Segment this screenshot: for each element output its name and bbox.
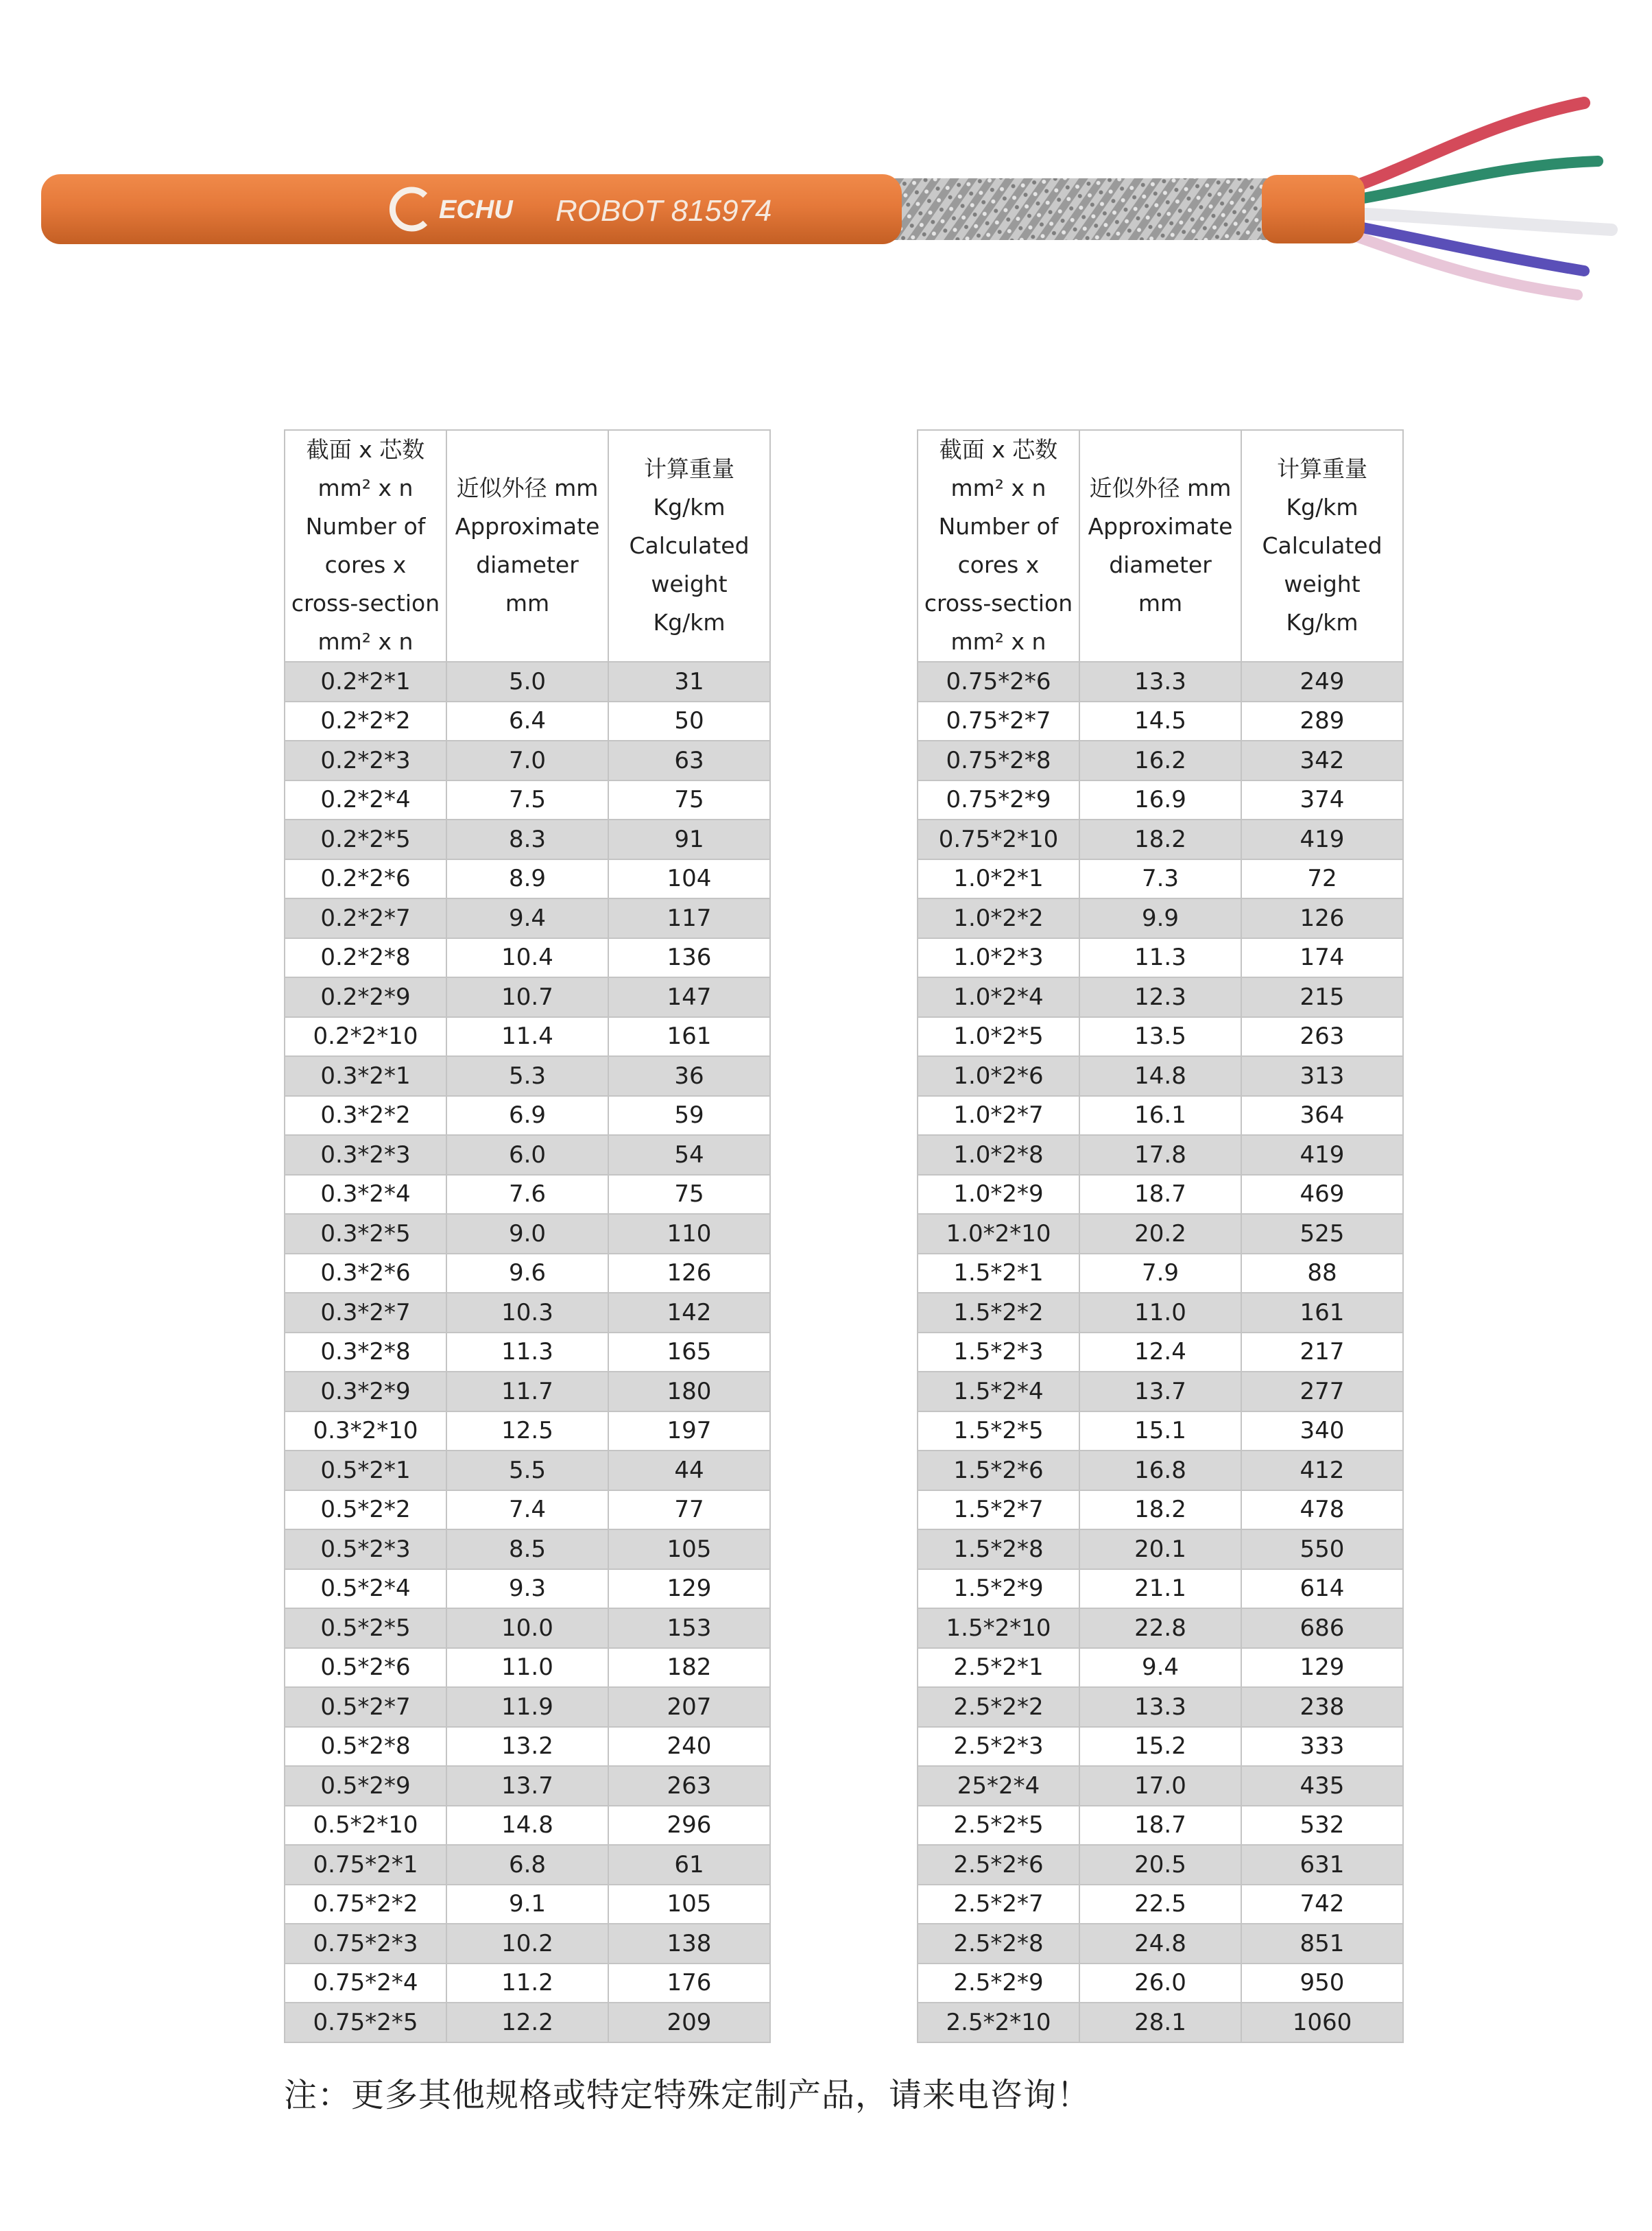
table-row — [285, 938, 770, 978]
cell-section: 2.5*2*1 — [918, 1648, 1079, 1688]
table-row — [285, 741, 770, 780]
cable-shield — [891, 178, 1276, 240]
cell-weight: 340 — [1241, 1411, 1403, 1451]
cell-weight: 419 — [1241, 820, 1403, 859]
cell-weight: 117 — [608, 898, 770, 938]
header-diameter: 近似外径 mm Approximate diameter mm — [1079, 430, 1241, 662]
table-row — [918, 2003, 1403, 2042]
cell-section: 0.5*2*1 — [285, 1451, 446, 1490]
cell-section: 0.3*2*7 — [285, 1293, 446, 1333]
cell-section: 0.2*2*1 — [285, 662, 446, 702]
cell-diameter: 13.2 — [446, 1727, 608, 1767]
cell-section: 0.3*2*2 — [285, 1096, 446, 1136]
cell-diameter: 12.3 — [1079, 977, 1241, 1017]
table-row — [918, 1608, 1403, 1648]
cell-weight: 129 — [1241, 1648, 1403, 1688]
cell-weight: 342 — [1241, 741, 1403, 780]
cell-diameter: 17.8 — [1079, 1135, 1241, 1175]
table-row — [918, 662, 1403, 702]
header-diameter: 近似外径 mm Approximate diameter mm — [446, 430, 608, 662]
cell-weight: 105 — [608, 1885, 770, 1924]
cell-diameter: 7.4 — [446, 1490, 608, 1530]
cell-weight: 50 — [608, 702, 770, 741]
cell-diameter: 10.3 — [446, 1293, 608, 1333]
cell-weight: 63 — [608, 741, 770, 780]
cell-diameter: 17.0 — [1079, 1766, 1241, 1806]
table-row — [285, 1924, 770, 1964]
cell-section: 0.3*2*8 — [285, 1333, 446, 1372]
cell-diameter: 6.8 — [446, 1845, 608, 1885]
cell-diameter: 9.0 — [446, 1214, 608, 1254]
cell-section: 2.5*2*6 — [918, 1845, 1079, 1885]
cell-diameter: 11.3 — [1079, 938, 1241, 978]
table-row — [285, 1254, 770, 1293]
table-row — [285, 1766, 770, 1806]
header-weight: 计算重量 Kg/km Calculated weight Kg/km — [608, 430, 770, 662]
cell-section: 0.5*2*3 — [285, 1529, 446, 1569]
table-row — [918, 898, 1403, 938]
cell-weight: 217 — [1241, 1333, 1403, 1372]
table-row — [918, 1451, 1403, 1490]
cell-section: 0.5*2*6 — [285, 1648, 446, 1688]
table-row — [285, 1964, 770, 2003]
cell-diameter: 11.0 — [1079, 1293, 1241, 1333]
cell-diameter: 9.4 — [1079, 1648, 1241, 1688]
cell-weight: 333 — [1241, 1727, 1403, 1767]
cell-diameter: 18.2 — [1079, 1490, 1241, 1530]
cell-section: 1.5*2*2 — [918, 1293, 1079, 1333]
header-section: 截面 x 芯数 mm² x n Number of cores x cross-section mm² x n — [918, 430, 1079, 662]
cell-diameter: 7.9 — [1079, 1254, 1241, 1293]
cell-section: 0.2*2*8 — [285, 938, 446, 978]
table-row — [918, 1766, 1403, 1806]
cell-diameter: 20.1 — [1079, 1529, 1241, 1569]
cell-section: 0.2*2*10 — [285, 1017, 446, 1057]
cell-diameter: 16.8 — [1079, 1451, 1241, 1490]
cell-section: 2.5*2*9 — [918, 1964, 1079, 2003]
cell-diameter: 7.5 — [446, 780, 608, 820]
table-row — [285, 1806, 770, 1846]
table-row — [285, 820, 770, 859]
cell-weight: 31 — [608, 662, 770, 702]
cell-diameter: 18.2 — [1079, 820, 1241, 859]
cell-section: 1.5*2*5 — [918, 1411, 1079, 1451]
cell-section: 0.75*2*3 — [285, 1924, 446, 1964]
cell-section: 0.5*2*8 — [285, 1727, 446, 1767]
table-row — [918, 1056, 1403, 1096]
table-row — [918, 1017, 1403, 1057]
footnote: 注：更多其他规格或特定特殊定制产品，请来电咨询！ — [284, 2076, 1091, 2114]
cell-weight: 136 — [608, 938, 770, 978]
cell-weight: 851 — [1241, 1924, 1403, 1964]
cell-weight: 263 — [608, 1766, 770, 1806]
cell-section: 0.75*2*10 — [918, 820, 1079, 859]
table-row — [285, 1333, 770, 1372]
cell-weight: 249 — [1241, 662, 1403, 702]
table-row — [285, 1017, 770, 1057]
cell-weight: 104 — [608, 859, 770, 899]
table-row — [285, 1885, 770, 1924]
table-row — [285, 1411, 770, 1451]
cell-section: 1.5*2*4 — [918, 1372, 1079, 1411]
cell-weight: 207 — [608, 1687, 770, 1727]
table-row — [918, 1214, 1403, 1254]
cell-section: 1.0*2*7 — [918, 1096, 1079, 1136]
cell-weight: 419 — [1241, 1135, 1403, 1175]
cell-diameter: 10.7 — [446, 977, 608, 1017]
cell-section: 1.5*2*10 — [918, 1608, 1079, 1648]
table-row — [918, 1687, 1403, 1727]
table-row — [285, 662, 770, 702]
cell-weight: 54 — [608, 1135, 770, 1175]
cell-diameter: 10.0 — [446, 1608, 608, 1648]
table-row — [918, 938, 1403, 978]
cell-weight: 1060 — [1241, 2003, 1403, 2042]
cell-section: 0.2*2*2 — [285, 702, 446, 741]
cell-weight: 105 — [608, 1529, 770, 1569]
cell-section: 0.3*2*5 — [285, 1214, 446, 1254]
cell-diameter: 6.9 — [446, 1096, 608, 1136]
cell-section: 0.2*2*9 — [285, 977, 446, 1017]
table-row — [285, 702, 770, 741]
cell-section: 0.75*2*8 — [918, 741, 1079, 780]
cell-section: 2.5*2*7 — [918, 1885, 1079, 1924]
cell-section: 1.0*2*2 — [918, 898, 1079, 938]
table-row — [285, 1845, 770, 1885]
cell-section: 1.5*2*7 — [918, 1490, 1079, 1530]
table-row — [918, 1648, 1403, 1688]
cell-section: 1.0*2*4 — [918, 977, 1079, 1017]
cell-weight: 435 — [1241, 1766, 1403, 1806]
cell-diameter: 5.3 — [446, 1056, 608, 1096]
cell-section: 25*2*4 — [918, 1766, 1079, 1806]
cable-jacket-end — [1262, 175, 1365, 243]
table-row — [285, 898, 770, 938]
cell-diameter: 7.3 — [1079, 859, 1241, 899]
table-row — [918, 1293, 1403, 1333]
cell-weight: 525 — [1241, 1214, 1403, 1254]
cell-weight: 165 — [608, 1333, 770, 1372]
cell-weight: 686 — [1241, 1608, 1403, 1648]
table-row — [918, 1964, 1403, 2003]
cell-diameter: 9.3 — [446, 1569, 608, 1609]
cell-section: 0.75*2*2 — [285, 1885, 446, 1924]
cell-section: 1.5*2*1 — [918, 1254, 1079, 1293]
table-row — [918, 1372, 1403, 1411]
cell-diameter: 22.5 — [1079, 1885, 1241, 1924]
cell-weight: 142 — [608, 1293, 770, 1333]
table-row — [918, 1845, 1403, 1885]
cell-weight: 364 — [1241, 1096, 1403, 1136]
table-row — [285, 1056, 770, 1096]
cell-weight: 742 — [1241, 1885, 1403, 1924]
cell-section: 1.0*2*5 — [918, 1017, 1079, 1057]
table-row — [285, 859, 770, 899]
cell-diameter: 11.7 — [446, 1372, 608, 1411]
cell-weight: 263 — [1241, 1017, 1403, 1057]
cell-weight: 59 — [608, 1096, 770, 1136]
cell-weight: 126 — [608, 1254, 770, 1293]
cell-weight: 180 — [608, 1372, 770, 1411]
table-row — [285, 1451, 770, 1490]
header-weight: 计算重量 Kg/km Calculated weight Kg/km — [1241, 430, 1403, 662]
cell-diameter: 10.4 — [446, 938, 608, 978]
cell-section: 2.5*2*3 — [918, 1727, 1079, 1767]
table-row — [285, 977, 770, 1017]
cell-section: 0.5*2*9 — [285, 1766, 446, 1806]
cell-weight: 412 — [1241, 1451, 1403, 1490]
table-row — [918, 1175, 1403, 1215]
cell-weight: 209 — [608, 2003, 770, 2042]
table-row — [285, 1529, 770, 1569]
cell-section: 1.0*2*10 — [918, 1214, 1079, 1254]
table-row — [918, 702, 1403, 741]
cell-weight: 614 — [1241, 1569, 1403, 1609]
table-row — [285, 1372, 770, 1411]
cell-weight: 44 — [608, 1451, 770, 1490]
cell-weight: 77 — [608, 1490, 770, 1530]
cell-diameter: 8.9 — [446, 859, 608, 899]
cell-diameter: 11.0 — [446, 1648, 608, 1688]
cell-weight: 174 — [1241, 938, 1403, 978]
table-row — [918, 1096, 1403, 1136]
table-row — [918, 977, 1403, 1017]
cell-weight: 161 — [608, 1017, 770, 1057]
cell-diameter: 24.8 — [1079, 1924, 1241, 1964]
table-row — [285, 1293, 770, 1333]
cell-weight: 532 — [1241, 1806, 1403, 1846]
cell-diameter: 14.8 — [446, 1806, 608, 1846]
cell-section: 0.5*2*5 — [285, 1608, 446, 1648]
cell-section: 0.75*2*6 — [918, 662, 1079, 702]
cell-weight: 61 — [608, 1845, 770, 1885]
cell-weight: 296 — [608, 1806, 770, 1846]
cell-section: 0.3*2*1 — [285, 1056, 446, 1096]
cell-diameter: 6.4 — [446, 702, 608, 741]
cell-section: 1.0*2*6 — [918, 1056, 1079, 1096]
cell-section: 0.75*2*1 — [285, 1845, 446, 1885]
cell-diameter: 15.2 — [1079, 1727, 1241, 1767]
cell-weight: 110 — [608, 1214, 770, 1254]
table-row — [918, 1411, 1403, 1451]
cell-diameter: 9.9 — [1079, 898, 1241, 938]
table-row — [285, 1608, 770, 1648]
cell-section: 1.5*2*6 — [918, 1451, 1079, 1490]
cell-diameter: 8.5 — [446, 1529, 608, 1569]
table-row — [918, 1490, 1403, 1530]
header-section: 截面 x 芯数 mm² x n Number of cores x cross-section mm² x n — [285, 430, 446, 662]
cell-diameter: 20.5 — [1079, 1845, 1241, 1885]
cell-section: 0.75*2*5 — [285, 2003, 446, 2042]
cell-diameter: 10.2 — [446, 1924, 608, 1964]
cell-section: 0.3*2*3 — [285, 1135, 446, 1175]
cell-diameter: 18.7 — [1079, 1175, 1241, 1215]
cell-diameter: 12.4 — [1079, 1333, 1241, 1372]
cell-weight: 550 — [1241, 1529, 1403, 1569]
table-row — [285, 2003, 770, 2042]
cell-section: 2.5*2*8 — [918, 1924, 1079, 1964]
cell-weight: 240 — [608, 1727, 770, 1767]
cell-diameter: 28.1 — [1079, 2003, 1241, 2042]
cell-weight: 75 — [608, 780, 770, 820]
cell-section: 0.3*2*4 — [285, 1175, 446, 1215]
cell-diameter: 16.9 — [1079, 780, 1241, 820]
table-row — [285, 1727, 770, 1767]
cell-section: 0.5*2*7 — [285, 1687, 446, 1727]
cell-section: 1.0*2*3 — [918, 938, 1079, 978]
cell-diameter: 11.3 — [446, 1333, 608, 1372]
cell-section: 0.5*2*2 — [285, 1490, 446, 1530]
cell-diameter: 20.2 — [1079, 1214, 1241, 1254]
cell-diameter: 26.0 — [1079, 1964, 1241, 2003]
cell-diameter: 5.5 — [446, 1451, 608, 1490]
cell-diameter: 9.1 — [446, 1885, 608, 1924]
cell-section: 0.2*2*3 — [285, 741, 446, 780]
cell-section: 1.5*2*9 — [918, 1569, 1079, 1609]
cell-weight: 478 — [1241, 1490, 1403, 1530]
cell-diameter: 12.2 — [446, 2003, 608, 2042]
table-row — [918, 780, 1403, 820]
cell-weight: 36 — [608, 1056, 770, 1096]
cell-weight: 88 — [1241, 1254, 1403, 1293]
table-row — [918, 1569, 1403, 1609]
cell-section: 1.0*2*9 — [918, 1175, 1079, 1215]
cell-weight: 631 — [1241, 1845, 1403, 1885]
cell-weight: 72 — [1241, 859, 1403, 899]
cell-weight: 950 — [1241, 1964, 1403, 2003]
cell-diameter: 12.5 — [446, 1411, 608, 1451]
cell-diameter: 11.9 — [446, 1687, 608, 1727]
cell-weight: 176 — [608, 1964, 770, 2003]
cell-section: 1.5*2*3 — [918, 1333, 1079, 1372]
table-row — [918, 1924, 1403, 1964]
cell-weight: 289 — [1241, 702, 1403, 741]
cell-diameter: 11.4 — [446, 1017, 608, 1057]
cell-weight: 197 — [608, 1411, 770, 1451]
cable-product-image — [41, 82, 1632, 336]
cell-diameter: 8.3 — [446, 820, 608, 859]
cell-section: 1.5*2*8 — [918, 1529, 1079, 1569]
cell-section: 0.2*2*5 — [285, 820, 446, 859]
cell-diameter: 13.7 — [446, 1766, 608, 1806]
table-row — [285, 1687, 770, 1727]
cell-diameter: 5.0 — [446, 662, 608, 702]
cell-section: 0.5*2*4 — [285, 1569, 446, 1609]
table-row — [918, 1529, 1403, 1569]
table-row — [918, 820, 1403, 859]
cell-weight: 277 — [1241, 1372, 1403, 1411]
cell-weight: 129 — [608, 1569, 770, 1609]
cell-section: 0.2*2*6 — [285, 859, 446, 899]
cable-model-text: ROBOT 815974 — [555, 194, 772, 228]
table-row — [918, 1254, 1403, 1293]
cell-section: 1.0*2*8 — [918, 1135, 1079, 1175]
table-row — [285, 1569, 770, 1609]
table-row — [918, 1806, 1403, 1846]
table-row — [918, 1135, 1403, 1175]
cell-diameter: 21.1 — [1079, 1569, 1241, 1609]
cell-section: 0.75*2*4 — [285, 1964, 446, 2003]
cell-diameter: 13.3 — [1079, 662, 1241, 702]
cell-section: 0.3*2*9 — [285, 1372, 446, 1411]
cell-section: 0.2*2*4 — [285, 780, 446, 820]
cell-weight: 182 — [608, 1648, 770, 1688]
table-row — [285, 1214, 770, 1254]
cell-diameter: 9.6 — [446, 1254, 608, 1293]
cell-diameter: 9.4 — [446, 898, 608, 938]
cell-weight: 147 — [608, 977, 770, 1017]
cable-brand-text: ECHU — [439, 195, 513, 224]
cell-section: 0.75*2*7 — [918, 702, 1079, 741]
cell-section: 0.3*2*10 — [285, 1411, 446, 1451]
cell-weight: 153 — [608, 1608, 770, 1648]
cell-diameter: 7.6 — [446, 1175, 608, 1215]
cell-diameter: 13.3 — [1079, 1687, 1241, 1727]
cell-diameter: 11.2 — [446, 1964, 608, 2003]
cell-section: 1.0*2*1 — [918, 859, 1079, 899]
cell-diameter: 13.7 — [1079, 1372, 1241, 1411]
cell-weight: 374 — [1241, 780, 1403, 820]
table-row — [285, 1648, 770, 1688]
cell-diameter: 22.8 — [1079, 1608, 1241, 1648]
table-row — [285, 1175, 770, 1215]
cell-weight: 126 — [1241, 898, 1403, 938]
table-row — [285, 1490, 770, 1530]
table-row — [918, 741, 1403, 780]
table-row — [285, 1096, 770, 1136]
table-row — [918, 1885, 1403, 1924]
cable-wires — [1337, 103, 1612, 295]
cell-diameter: 6.0 — [446, 1135, 608, 1175]
cell-diameter: 16.2 — [1079, 741, 1241, 780]
spec-table-right — [917, 429, 1404, 2043]
cell-diameter: 13.5 — [1079, 1017, 1241, 1057]
cell-section: 2.5*2*2 — [918, 1687, 1079, 1727]
cell-section: 0.5*2*10 — [285, 1806, 446, 1846]
cell-weight: 313 — [1241, 1056, 1403, 1096]
cell-section: 0.2*2*7 — [285, 898, 446, 938]
spec-table-left — [284, 429, 771, 2043]
cell-diameter: 15.1 — [1079, 1411, 1241, 1451]
table-row — [918, 1333, 1403, 1372]
cell-section: 2.5*2*5 — [918, 1806, 1079, 1846]
cell-diameter: 18.7 — [1079, 1806, 1241, 1846]
cell-weight: 238 — [1241, 1687, 1403, 1727]
cell-weight: 469 — [1241, 1175, 1403, 1215]
cell-weight: 91 — [608, 820, 770, 859]
table-row — [285, 780, 770, 820]
table-row — [918, 859, 1403, 899]
cell-weight: 215 — [1241, 977, 1403, 1017]
cell-diameter: 14.5 — [1079, 702, 1241, 741]
cell-section: 0.3*2*6 — [285, 1254, 446, 1293]
table-row — [285, 1135, 770, 1175]
cell-section: 2.5*2*10 — [918, 2003, 1079, 2042]
cell-weight: 161 — [1241, 1293, 1403, 1333]
cell-section: 0.75*2*9 — [918, 780, 1079, 820]
cell-diameter: 16.1 — [1079, 1096, 1241, 1136]
table-row — [918, 1727, 1403, 1767]
cell-weight: 138 — [608, 1924, 770, 1964]
cell-diameter: 14.8 — [1079, 1056, 1241, 1096]
cell-weight: 75 — [608, 1175, 770, 1215]
cell-diameter: 7.0 — [446, 741, 608, 780]
